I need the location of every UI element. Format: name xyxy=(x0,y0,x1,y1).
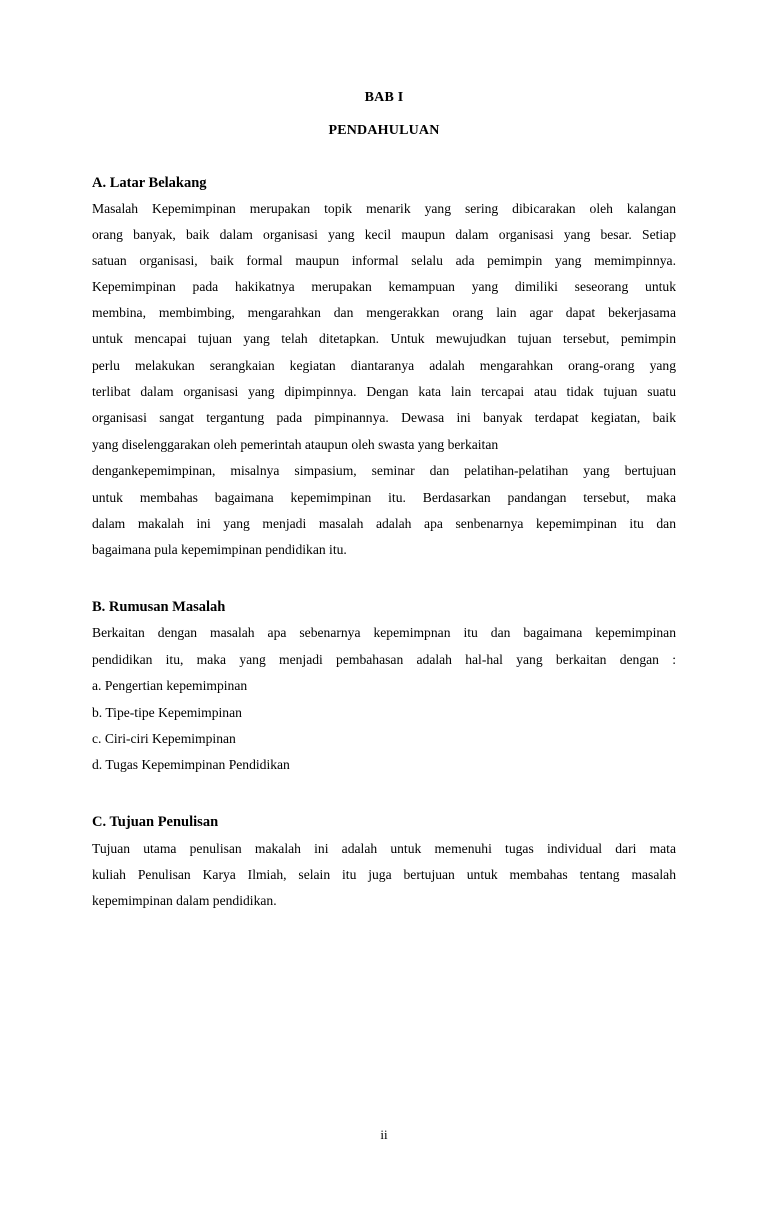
paragraph-line: dengankepemimpinan, misalnya simpasium, seminar dan pelatihan-pelatihan yang bertujuan xyxy=(92,463,676,478)
paragraph-line: perlu melakukan serangkaian kegiatan diantaranya adalah mengarahkan orang-orang yang xyxy=(92,358,676,373)
paragraph-line: yang diselenggarakan oleh pemerintah ataupun oleh swasta yang berkaitan xyxy=(92,437,499,452)
paragraph-line: satuan organisasi, baik formal maupun informal selalu ada pemimpin yang memimpinnya. xyxy=(92,253,676,268)
paragraph-line: pendidikan itu, maka yang menjadi pembahasan adalah hal-hal yang berkaitan dengan : xyxy=(92,652,676,667)
paragraph-line: kepemimpinan dalam pendidikan. xyxy=(92,893,277,908)
paragraph-line: Tujuan utama penulisan makalah ini adalah untuk memenuhi tugas individual dari mata xyxy=(92,841,676,856)
paragraph-line: kuliah Penulisan Karya Ilmiah, selain itu juga bertujuan untuk membahas tentang masalah xyxy=(92,867,676,882)
paragraph-line: membina, membimbing, mengarahkan dan mengerakkan orang lain agar dapat bekerjasama xyxy=(92,305,676,320)
paragraph-line: Masalah Kepemimpinan merupakan topik menarik yang sering dibicarakan oleh kalangan xyxy=(92,201,676,216)
section-heading-tujuan-penulisan: C. Tujuan Penulisan xyxy=(92,814,219,830)
page-number: ii xyxy=(380,1127,388,1142)
section-heading-rumusan-masalah: B. Rumusan Masalah xyxy=(92,599,226,615)
paragraph-line: orang banyak, baik dalam organisasi yang kecil maupun dalam organisasi yang besar. Setiap xyxy=(92,227,676,242)
section-heading-latar-belakang: A. Latar Belakang xyxy=(92,175,207,191)
chapter-number: BAB I xyxy=(364,90,404,105)
paragraph-line: bagaimana pula kepemimpinan pendidikan itu. xyxy=(92,542,347,557)
paragraph-line: Berkaitan dengan masalah apa sebenarnya kepemimpnan itu dan bagaimana kepemimpinan xyxy=(92,625,676,640)
list-item: c. Ciri-ciri Kepemimpinan xyxy=(92,731,236,746)
paragraph-line: dalam makalah ini yang menjadi masalah adalah apa senbenarnya kepemimpinan itu dan xyxy=(92,516,676,531)
paragraph-line: untuk membahas bagaimana kepemimpinan itu. Berdasarkan pandangan tersebut, maka xyxy=(92,490,676,505)
list-item: d. Tugas Kepemimpinan Pendidikan xyxy=(92,757,290,772)
list-item: a. Pengertian kepemimpinan xyxy=(92,678,248,693)
list-item: b. Tipe-tipe Kepemimpinan xyxy=(92,705,242,720)
chapter-title: PENDAHULUAN xyxy=(328,123,440,138)
paragraph-line: terlibat dalam organisasi yang dipimpinnya. Dengan kata lain tercapai atau tidak tujuan suatu xyxy=(92,384,676,399)
paragraph-line: Kepemimpinan pada hakikatnya merupakan kemampuan yang dimiliki seseorang untuk xyxy=(92,279,676,294)
paragraph-line: untuk mencapai tujuan yang telah ditetapkan. Untuk mewujudkan tujuan tersebut, pemimpin xyxy=(92,331,676,346)
paragraph-line: organisasi sangat tergantung pada pimpinannya. Dewasa ini banyak terdapat kegiatan, baik xyxy=(92,410,676,425)
